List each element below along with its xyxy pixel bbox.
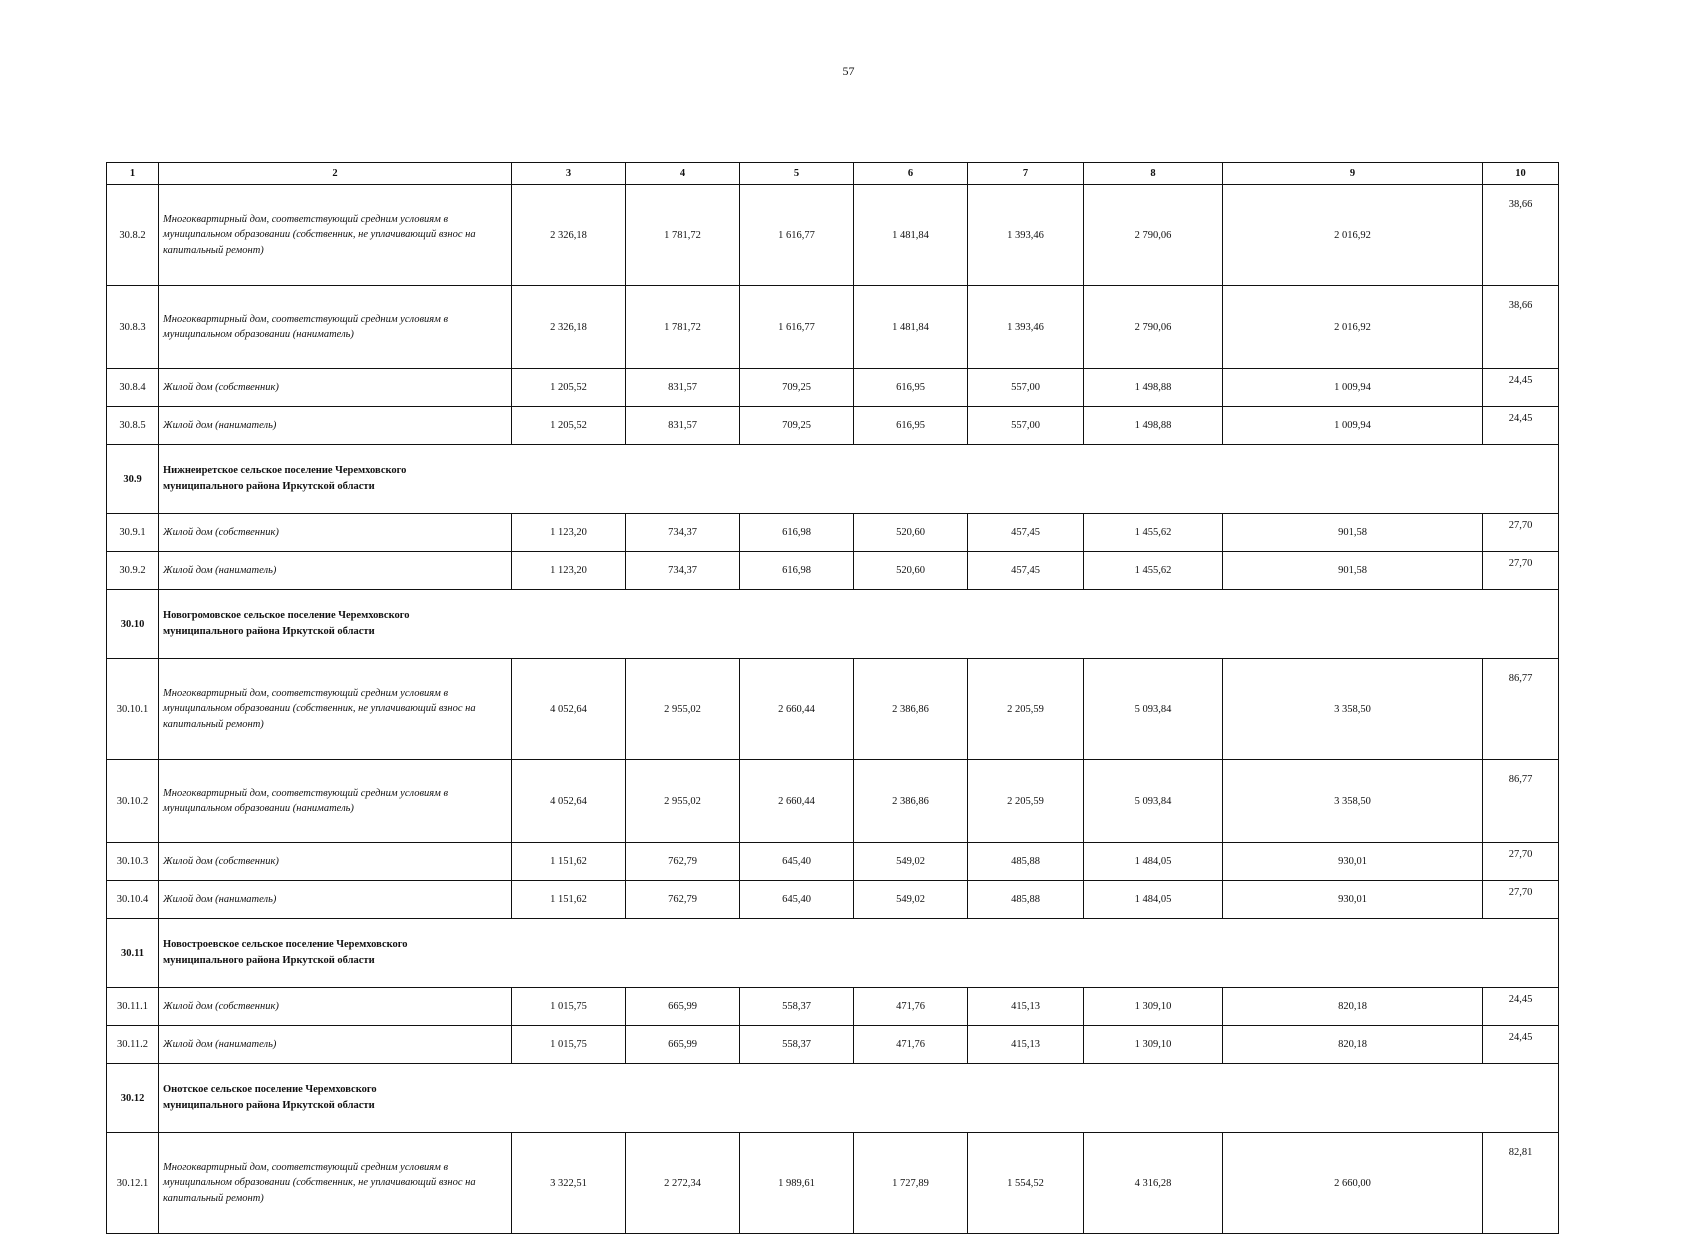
value-cell: 415,13 (968, 988, 1084, 1026)
value-cell: 645,40 (740, 843, 854, 881)
table-row (107, 760, 1559, 843)
table-row (107, 552, 1559, 590)
value-cell: 557,00 (968, 369, 1084, 407)
value-cell: 2 205,59 (968, 659, 1084, 760)
value-cell: 1 481,84 (854, 185, 968, 286)
row-number: 30.10.1 (107, 659, 159, 760)
value-cell: 1 616,77 (740, 286, 854, 369)
table-row (107, 1133, 1559, 1234)
value-cell: 1 498,88 (1084, 407, 1223, 445)
last-column-value: 82,81 (1483, 1133, 1559, 1234)
value-cell: 549,02 (854, 881, 968, 919)
last-column-value: 24,45 (1483, 988, 1559, 1026)
value-cell: 1 009,94 (1223, 407, 1483, 445)
value-cell: 2 660,44 (740, 760, 854, 843)
value-cell: 3 358,50 (1223, 760, 1483, 843)
section-title: Новогромовское сельское поселение Черемховского муниципального района Иркутской области (163, 609, 410, 637)
value-cell: 1 393,46 (968, 185, 1084, 286)
row-number: 30.8.4 (107, 369, 159, 407)
row-number: 30.9.1 (107, 514, 159, 552)
section-title-cell (159, 919, 1559, 988)
value-cell: 930,01 (1223, 843, 1483, 881)
table-row (107, 1026, 1559, 1064)
column-header: 1 (107, 163, 159, 185)
value-cell: 549,02 (854, 843, 968, 881)
housing-type-description: Многоквартирный дом, соответствующий средним условиям в муниципальном образовании (собственник, не уплачивающий взнос на капитальный ремонт) (159, 185, 512, 286)
value-cell: 1 455,62 (1084, 552, 1223, 590)
housing-type-description: Жилой дом (наниматель) (159, 407, 512, 445)
housing-type-description: Жилой дом (наниматель) (159, 881, 512, 919)
value-cell: 831,57 (626, 407, 740, 445)
value-cell: 1 455,62 (1084, 514, 1223, 552)
value-cell: 1 989,61 (740, 1133, 854, 1234)
last-column-value: 38,66 (1483, 185, 1559, 286)
value-cell: 831,57 (626, 369, 740, 407)
section-title-cell (159, 590, 1559, 659)
tariff-table (106, 162, 1559, 1234)
value-cell: 734,37 (626, 552, 740, 590)
value-cell: 820,18 (1223, 1026, 1483, 1064)
table-row (107, 988, 1559, 1026)
value-cell: 1 393,46 (968, 286, 1084, 369)
value-cell: 1 309,10 (1084, 988, 1223, 1026)
value-cell: 471,76 (854, 1026, 968, 1064)
value-cell: 5 093,84 (1084, 659, 1223, 760)
table-row (107, 369, 1559, 407)
column-header: 8 (1084, 163, 1223, 185)
value-cell: 2 955,02 (626, 659, 740, 760)
column-number-row (107, 163, 1559, 185)
housing-type-description: Жилой дом (наниматель) (159, 552, 512, 590)
value-cell: 2 660,00 (1223, 1133, 1483, 1234)
column-header: 10 (1483, 163, 1559, 185)
value-cell: 2 272,34 (626, 1133, 740, 1234)
value-cell: 762,79 (626, 881, 740, 919)
row-number: 30.8.3 (107, 286, 159, 369)
column-header: 4 (626, 163, 740, 185)
value-cell: 5 093,84 (1084, 760, 1223, 843)
value-cell: 762,79 (626, 843, 740, 881)
value-cell: 1 481,84 (854, 286, 968, 369)
value-cell: 4 052,64 (512, 659, 626, 760)
value-cell: 1 015,75 (512, 1026, 626, 1064)
section-number: 30.12 (107, 1064, 159, 1133)
value-cell: 1 484,05 (1084, 843, 1223, 881)
value-cell: 2 955,02 (626, 760, 740, 843)
housing-type-description: Многоквартирный дом, соответствующий средним условиям в муниципальном образовании (собственник, не уплачивающий взнос на капитальный ремонт) (159, 659, 512, 760)
value-cell: 2 016,92 (1223, 286, 1483, 369)
value-cell: 520,60 (854, 514, 968, 552)
value-cell: 2 790,06 (1084, 185, 1223, 286)
value-cell: 901,58 (1223, 514, 1483, 552)
housing-type-description: Многоквартирный дом, соответствующий средним условиям в муниципальном образовании (наниматель) (159, 760, 512, 843)
housing-type-description: Жилой дом (собственник) (159, 843, 512, 881)
value-cell: 820,18 (1223, 988, 1483, 1026)
column-header: 5 (740, 163, 854, 185)
last-column-value: 86,77 (1483, 760, 1559, 843)
last-column-value: 24,45 (1483, 407, 1559, 445)
value-cell: 457,45 (968, 514, 1084, 552)
value-cell: 616,95 (854, 369, 968, 407)
value-cell: 1 151,62 (512, 843, 626, 881)
table-body (107, 185, 1559, 1234)
value-cell: 1 727,89 (854, 1133, 968, 1234)
last-column-value: 27,70 (1483, 843, 1559, 881)
value-cell: 1 151,62 (512, 881, 626, 919)
value-cell: 645,40 (740, 881, 854, 919)
housing-type-description: Многоквартирный дом, соответствующий средним условиям в муниципальном образовании (собственник, не уплачивающий взнос на капитальный ремонт) (159, 1133, 512, 1234)
row-number: 30.12.1 (107, 1133, 159, 1234)
value-cell: 1 205,52 (512, 407, 626, 445)
section-header-row (107, 919, 1559, 988)
value-cell: 1 554,52 (968, 1133, 1084, 1234)
housing-type-description: Жилой дом (наниматель) (159, 1026, 512, 1064)
value-cell: 1 009,94 (1223, 369, 1483, 407)
section-header-row (107, 445, 1559, 514)
section-title: Нижнеиретское сельское поселение Черемховского муниципального района Иркутской области (163, 464, 407, 492)
value-cell: 558,37 (740, 1026, 854, 1064)
value-cell: 665,99 (626, 988, 740, 1026)
table-row (107, 881, 1559, 919)
value-cell: 2 326,18 (512, 286, 626, 369)
section-title: Онотское сельское поселение Черемховского муниципального района Иркутской области (163, 1083, 377, 1111)
page-number: 57 (842, 64, 855, 78)
table-row (107, 843, 1559, 881)
value-cell: 1 309,10 (1084, 1026, 1223, 1064)
row-number: 30.9.2 (107, 552, 159, 590)
value-cell: 616,98 (740, 552, 854, 590)
section-number: 30.11 (107, 919, 159, 988)
section-title-cell (159, 1064, 1559, 1133)
value-cell: 2 660,44 (740, 659, 854, 760)
table-row (107, 407, 1559, 445)
row-number: 30.10.3 (107, 843, 159, 881)
value-cell: 709,25 (740, 369, 854, 407)
table-row (107, 286, 1559, 369)
value-cell: 4 052,64 (512, 760, 626, 843)
section-title: Новостроевское сельское поселение Черемховского муниципального района Иркутской области (163, 938, 408, 966)
last-column-value: 86,77 (1483, 659, 1559, 760)
last-column-value: 38,66 (1483, 286, 1559, 369)
value-cell: 616,98 (740, 514, 854, 552)
value-cell: 1 123,20 (512, 514, 626, 552)
section-number: 30.10 (107, 590, 159, 659)
value-cell: 1 781,72 (626, 286, 740, 369)
section-header-row (107, 590, 1559, 659)
column-header: 6 (854, 163, 968, 185)
section-number: 30.9 (107, 445, 159, 514)
value-cell: 1 123,20 (512, 552, 626, 590)
value-cell: 2 016,92 (1223, 185, 1483, 286)
row-number: 30.11.1 (107, 988, 159, 1026)
housing-type-description: Жилой дом (собственник) (159, 369, 512, 407)
value-cell: 709,25 (740, 407, 854, 445)
value-cell: 2 326,18 (512, 185, 626, 286)
table-row (107, 659, 1559, 760)
last-column-value: 27,70 (1483, 552, 1559, 590)
value-cell: 1 015,75 (512, 988, 626, 1026)
value-cell: 616,95 (854, 407, 968, 445)
value-cell: 1 616,77 (740, 185, 854, 286)
value-cell: 2 386,86 (854, 659, 968, 760)
table-row (107, 185, 1559, 286)
value-cell: 2 205,59 (968, 760, 1084, 843)
value-cell: 4 316,28 (1084, 1133, 1223, 1234)
value-cell: 2 790,06 (1084, 286, 1223, 369)
value-cell: 1 205,52 (512, 369, 626, 407)
column-header: 9 (1223, 163, 1483, 185)
column-header: 7 (968, 163, 1084, 185)
last-column-value: 27,70 (1483, 514, 1559, 552)
row-number: 30.8.2 (107, 185, 159, 286)
value-cell: 2 386,86 (854, 760, 968, 843)
value-cell: 471,76 (854, 988, 968, 1026)
table-row (107, 514, 1559, 552)
value-cell: 3 358,50 (1223, 659, 1483, 760)
value-cell: 1 781,72 (626, 185, 740, 286)
housing-type-description: Жилой дом (собственник) (159, 988, 512, 1026)
value-cell: 734,37 (626, 514, 740, 552)
last-column-value: 24,45 (1483, 1026, 1559, 1064)
last-column-value: 27,70 (1483, 881, 1559, 919)
value-cell: 520,60 (854, 552, 968, 590)
column-header: 3 (512, 163, 626, 185)
last-column-value: 24,45 (1483, 369, 1559, 407)
value-cell: 930,01 (1223, 881, 1483, 919)
value-cell: 3 322,51 (512, 1133, 626, 1234)
value-cell: 558,37 (740, 988, 854, 1026)
section-title-cell (159, 445, 1559, 514)
value-cell: 901,58 (1223, 552, 1483, 590)
row-number: 30.10.4 (107, 881, 159, 919)
column-header: 2 (159, 163, 512, 185)
section-header-row (107, 1064, 1559, 1133)
value-cell: 457,45 (968, 552, 1084, 590)
row-number: 30.8.5 (107, 407, 159, 445)
row-number: 30.11.2 (107, 1026, 159, 1064)
housing-type-description: Многоквартирный дом, соответствующий средним условиям в муниципальном образовании (наниматель) (159, 286, 512, 369)
value-cell: 485,88 (968, 881, 1084, 919)
value-cell: 665,99 (626, 1026, 740, 1064)
value-cell: 1 498,88 (1084, 369, 1223, 407)
value-cell: 485,88 (968, 843, 1084, 881)
row-number: 30.10.2 (107, 760, 159, 843)
housing-type-description: Жилой дом (собственник) (159, 514, 512, 552)
value-cell: 1 484,05 (1084, 881, 1223, 919)
value-cell: 557,00 (968, 407, 1084, 445)
value-cell: 415,13 (968, 1026, 1084, 1064)
